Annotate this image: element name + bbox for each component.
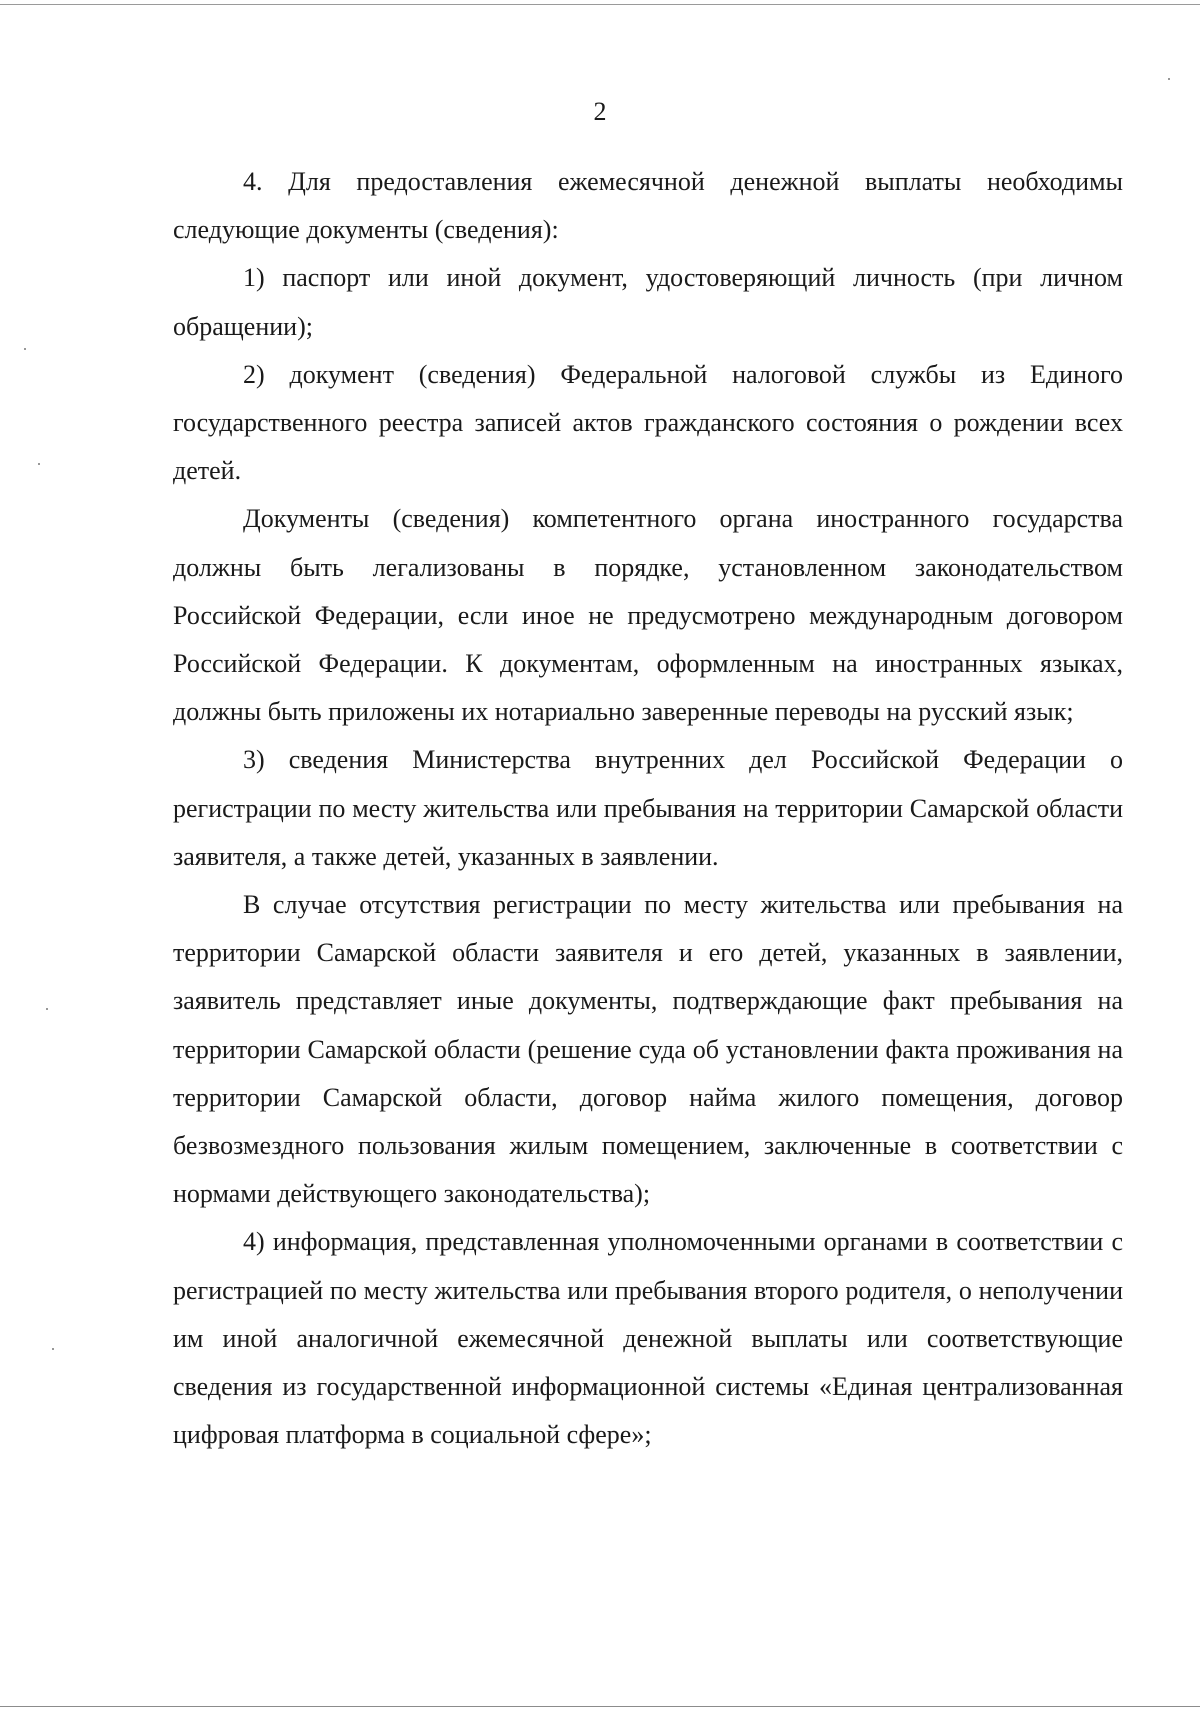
page-number: 2 — [593, 97, 607, 126]
paragraph-subitem-1: 1) паспорт или иной документ, удостоверяющий личность (при личном обращении); — [173, 263, 1123, 341]
scan-speck — [38, 463, 40, 465]
document-body — [173, 158, 1123, 1459]
scan-speck — [52, 1348, 54, 1350]
paragraph-subitem-3: 3) сведения Министерства внутренних дел Российской Федерации о регистрации по месту жительства или пребывания на территории Самарской области заявителя, а также детей, указанных в заявлении. — [173, 745, 1123, 871]
paragraph-subitem-2: 2) документ (сведения) Федеральной налоговой службы из Единого государственного реестра записей актов гражданского состояния о рождении всех детей. — [173, 359, 1123, 486]
scan-edge-top — [0, 4, 1200, 5]
paragraph-item-4: 4. Для предоставления ежемесячной денежной выплаты необходимы следующие документы (сведения): — [173, 167, 1123, 245]
scan-speck — [24, 348, 26, 350]
scan-edge-bottom — [0, 1706, 1200, 1707]
scan-speck — [1168, 78, 1170, 80]
paragraph-subitem-4: 4) информация, представленная уполномоченными органами в соответствии с регистрацией по месту жительства или пребывания второго родителя, о неполучении им иной аналогичной ежемесячной денежной выплаты или соответствующие сведения из государственной информационной системы «Единая централизованная цифровая платформа в социальной сфере»; — [173, 1227, 1123, 1450]
scan-speck — [46, 1008, 48, 1010]
paragraph-foreign-documents: Документы (сведения) компетентного органа иностранного государства должны быть легализованы в порядке, установленном законодательством Российской Федерации, если иное не предусмотрено международным договором Российской Федерации. К документам, оформленным на иностранных языках, должны быть приложены их нотариально заверенные переводы на русский язык; — [173, 504, 1123, 727]
paragraph-no-registration: В случае отсутствия регистрации по месту жительства или пребывания на территории Самарской области заявителя и его детей, указанных в заявлении, заявитель представляет иные документы, подтверждающие факт пребывания на территории Самарской области (решение суда об установлении факта проживания на территории Самарской области, договор найма жилого помещения, договор безвозмездного пользования жилым помещением, заключенные в соответствии с нормами действующего законодательства); — [173, 890, 1123, 1209]
